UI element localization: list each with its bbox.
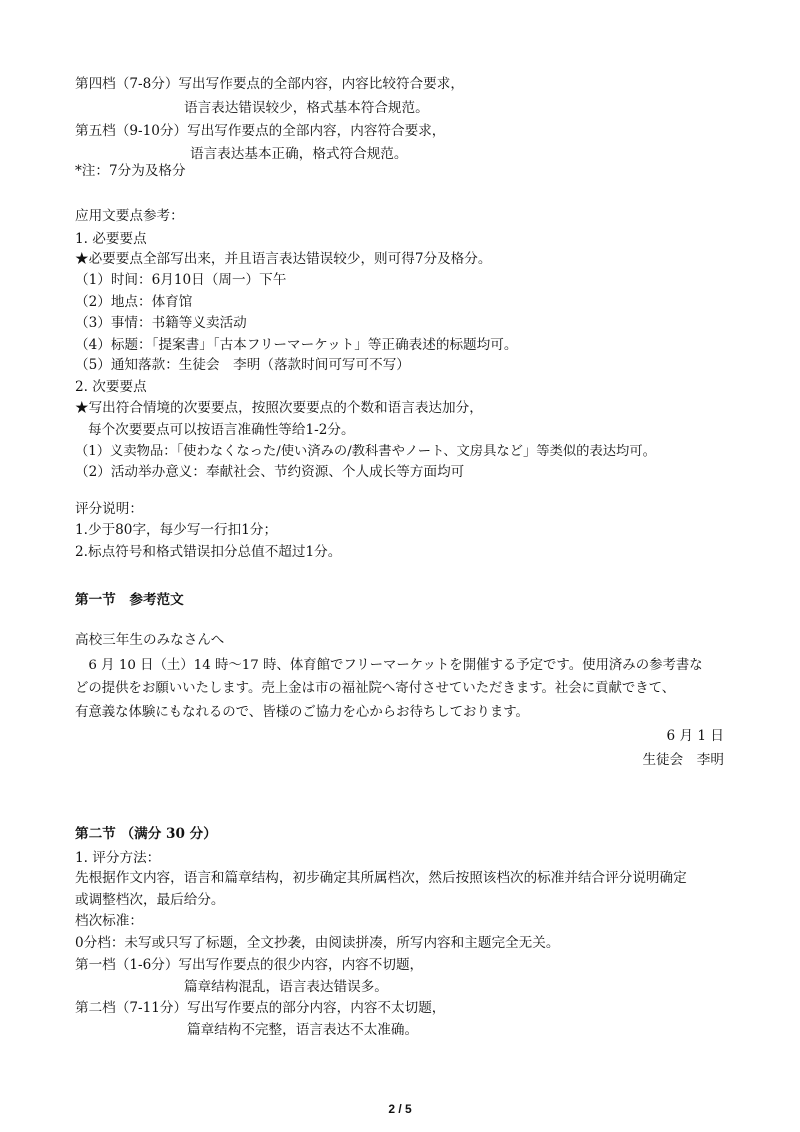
section-2-heading: 第二节 （满分 30 分） — [75, 826, 217, 842]
grade-level-5: 第五档（9-10分）写出写作要点的全部内容，内容符合要求， — [75, 123, 446, 139]
secondary-item: （2）活动举办意义：奉献社会、节约资源、个人成长等方面均可 — [75, 464, 465, 480]
key-points-title: 应用文要点参考： — [75, 208, 184, 224]
essay-paragraph-line: どの提供をお願いいたします。売上金は市の福祉院へ寄付させていただきます。社会に貢献できて、 — [75, 681, 676, 696]
secondary-item: （1）义卖物品：「使わなくなった/使い済みの/教科書やノート、文房具など」等类似的表达均可。 — [75, 444, 656, 459]
scoring-note: 1.少于80字，每少写一行扣1分； — [75, 522, 278, 538]
essay-paragraph-line: 有意義な体験にもなれるので、皆様のご協力を心からお待ちしております。 — [75, 705, 529, 720]
grade-standard-title: 档次标准： — [75, 913, 143, 929]
grade-level-5-continued: 语言表达基本正确，格式符合规范。 — [190, 146, 408, 162]
secondary-points-star-continued: 每个次要要点可以按语言准确性等给1-2分。 — [88, 422, 355, 438]
scoring-notes-title: 评分说明： — [75, 501, 143, 517]
scoring-method-line: 或调整档次，最后给分。 — [75, 892, 225, 908]
grade-level-2: 第二档（7-11分）写出写作要点的部分内容，内容不太切题， — [75, 1000, 446, 1016]
essay-date: 6 月 1 日 — [666, 728, 724, 744]
required-item: （3）事情：书籍等义卖活动 — [75, 315, 247, 331]
required-points-star: ★必要要点全部写出来，并且语言表达错误较少，则可得7分及格分。 — [75, 251, 492, 267]
essay-paragraph-line: 6 月 10 日（土）14 時～17 時、体育館でフリーマーケットを開催する予定です。使用済みの参考書な — [75, 658, 703, 673]
grade-level-2-continued: 篇章结构不完整，语言表达不太准确。 — [187, 1022, 419, 1038]
secondary-points-star: ★写出符合情境的次要要点，按照次要要点的个数和语言表达加分， — [75, 400, 483, 416]
grade-level-4: 第四档（7-8分）写出写作要点的全部内容，内容比较符合要求， — [75, 76, 464, 92]
scoring-note: 2.标点符号和格式错误扣分总值不超过1分。 — [75, 544, 342, 560]
pass-note: *注：7分为及格分 — [75, 163, 186, 179]
section-1-heading: 第一节 参考范文 — [75, 592, 184, 608]
scoring-method-title: 1. 评分方法： — [75, 850, 161, 866]
essay-salutation: 高校三年生のみなさんへ — [75, 632, 225, 648]
required-item: （2）地点：体育馆 — [75, 294, 193, 310]
grade-level-1: 第一档（1-6分）写出写作要点的很少内容，内容不切题， — [75, 957, 424, 973]
required-item: （1）时间：6月10日（周一）下午 — [75, 272, 287, 288]
grade-level-4-continued: 语言表达错误较少，格式基本符合规范。 — [184, 100, 429, 116]
required-item: （5）通知落款：生徒会 李明（落款时间可写可不写） — [75, 357, 410, 373]
grade-level-0: 0分档：未写或只写了标题，全文抄袭，由阅读拼凑，所写内容和主题完全无关。 — [75, 935, 560, 951]
scoring-method-line: 先根据作文内容，语言和篇章结构，初步确定其所属档次，然后按照该档次的标准并结合评分说明确定 — [75, 870, 687, 886]
essay-signature: 生徒会 李明 — [642, 752, 724, 768]
required-points-heading: 1. 必要要点 — [75, 231, 147, 247]
secondary-points-heading: 2. 次要要点 — [75, 379, 147, 395]
page-number: 2 / 5 — [388, 1102, 412, 1116]
required-item: （4）标题：「提案書」「古本フリーマーケット」等正确表述的标题均可。 — [75, 337, 518, 353]
grade-level-1-continued: 篇章结构混乱，语言表达错误多。 — [184, 979, 388, 995]
